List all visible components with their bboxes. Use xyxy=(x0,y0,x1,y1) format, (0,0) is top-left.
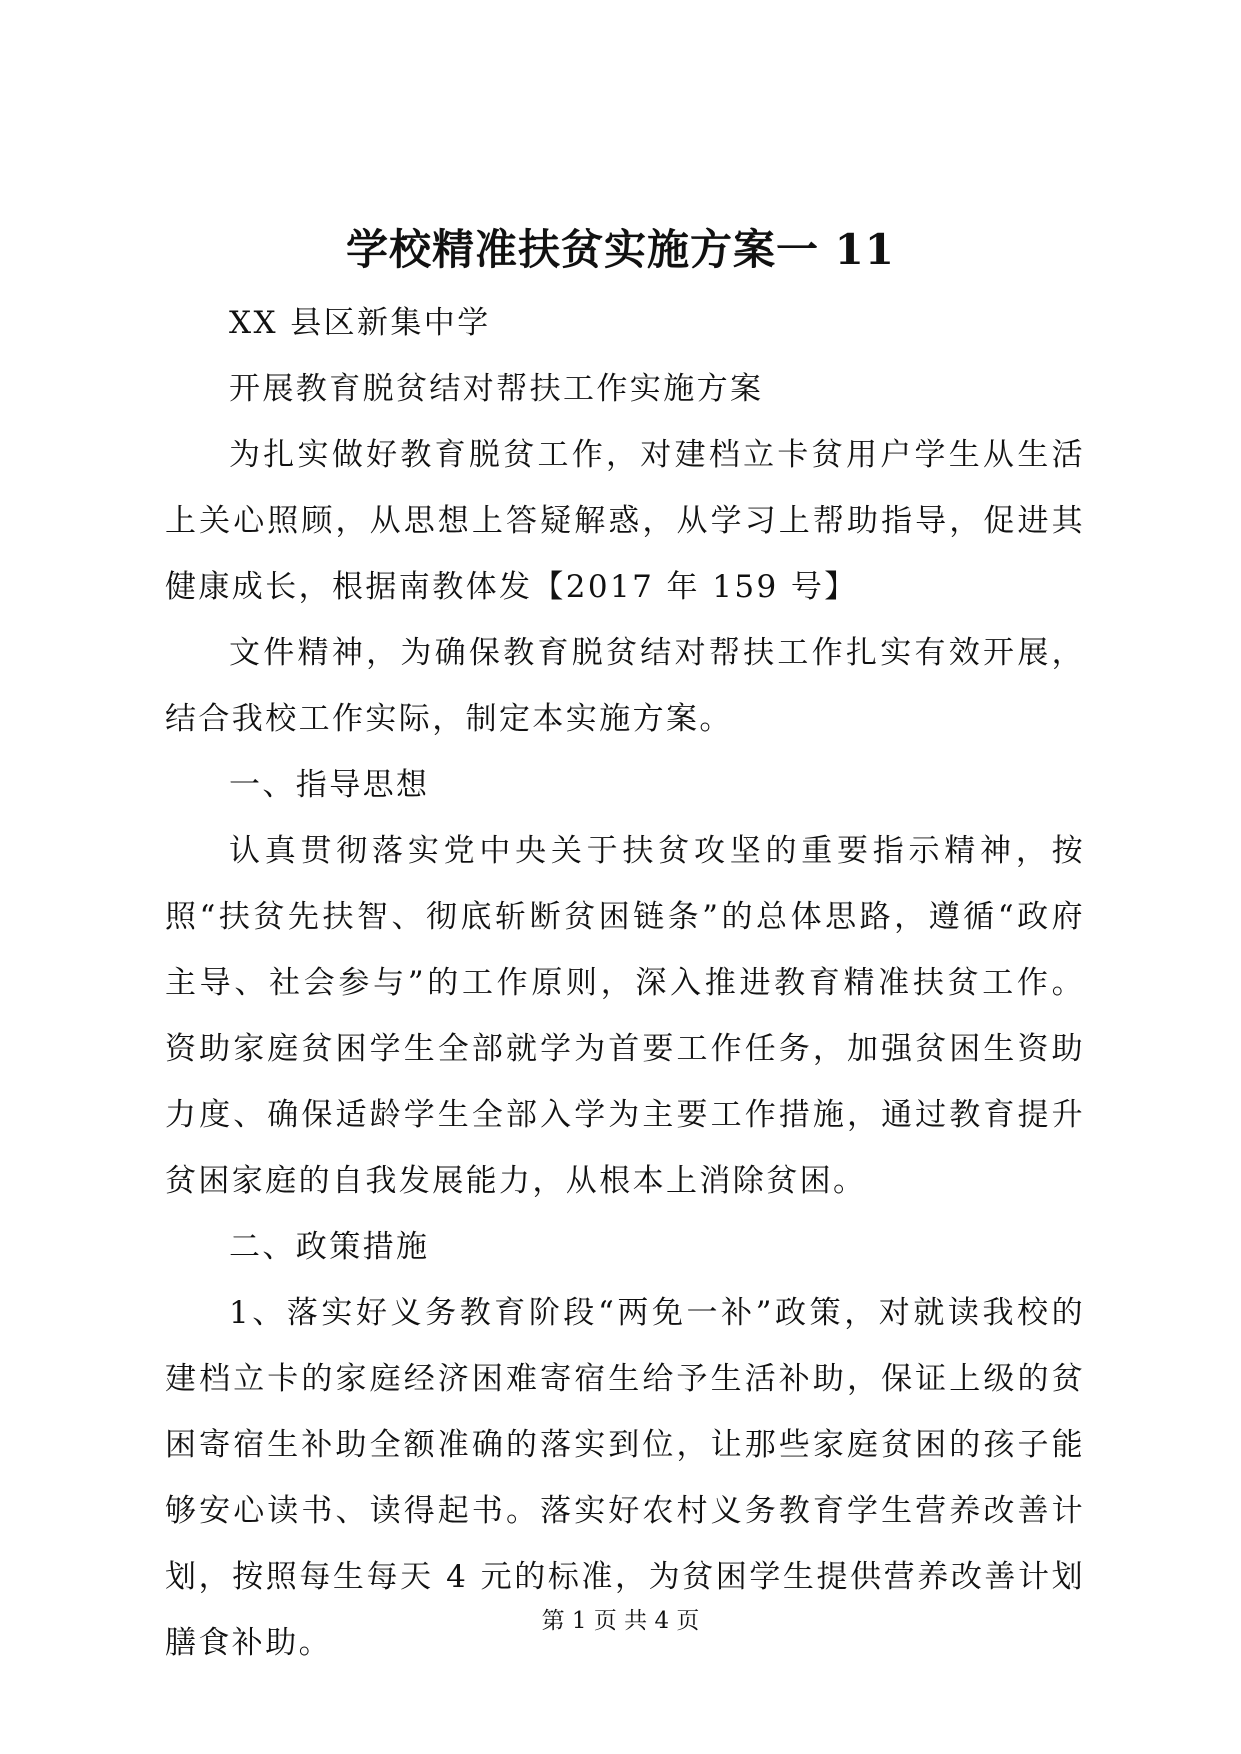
guiding-ideology-paragraph: 认真贯彻落实党中央关于扶贫攻坚的重要指示精神，按照“扶贫先扶智、彻底斩断贫困链条”的总体思路，遵循“政府主导、社会参与”的工作原则，深入推进教育精准扶贫工作。资助家庭贫困学生全部就学为首要工作任务，加强贫困生资助力度、确保适龄学生全部入学为主要工作措施，通过教育提升贫困家庭的自我发展能力，从根本上消除贫困。 xyxy=(165,833,1085,1199)
document-body xyxy=(165,290,1085,1676)
plan-subtitle: 开展教育脱贫结对帮扶工作实施方案 xyxy=(229,371,764,407)
page-footer: 第 1 页 共 4 页 xyxy=(541,1608,700,1634)
section-heading-guiding-ideology: 一、指导思想 xyxy=(229,767,430,803)
document-title: 学校精准扶贫实施方案一 11 xyxy=(345,225,896,274)
section-heading-policy-measures: 二、政策措施 xyxy=(229,1229,430,1265)
policy-measure-1-paragraph: 1、落实好义务教育阶段“两免一补”政策，对就读我校的建档立卡的家庭经济困难寄宿生给予生活补助，保证上级的贫困寄宿生补助全额准确的落实到位，让那些家庭贫困的孩子能够安心读书、读得起书。落实好农村义务教育学生营养改善计划，按照每生每天 4 元的标准，为贫困学生提供营养改善计划膳食补助。 xyxy=(165,1295,1085,1661)
intro-paragraph: 为扎实做好教育脱贫工作，对建档立卡贫用户学生从生活上关心照顾，从思想上答疑解惑，从学习上帮助指导，促进其健康成长，根据南教体发【2017 年 159 号】 xyxy=(165,437,1085,605)
purpose-paragraph: 文件精神，为确保教育脱贫结对帮扶工作扎实有效开展，结合我校工作实际，制定本实施方案。 xyxy=(165,635,1085,737)
school-name: XX 县区新集中学 xyxy=(229,305,491,341)
